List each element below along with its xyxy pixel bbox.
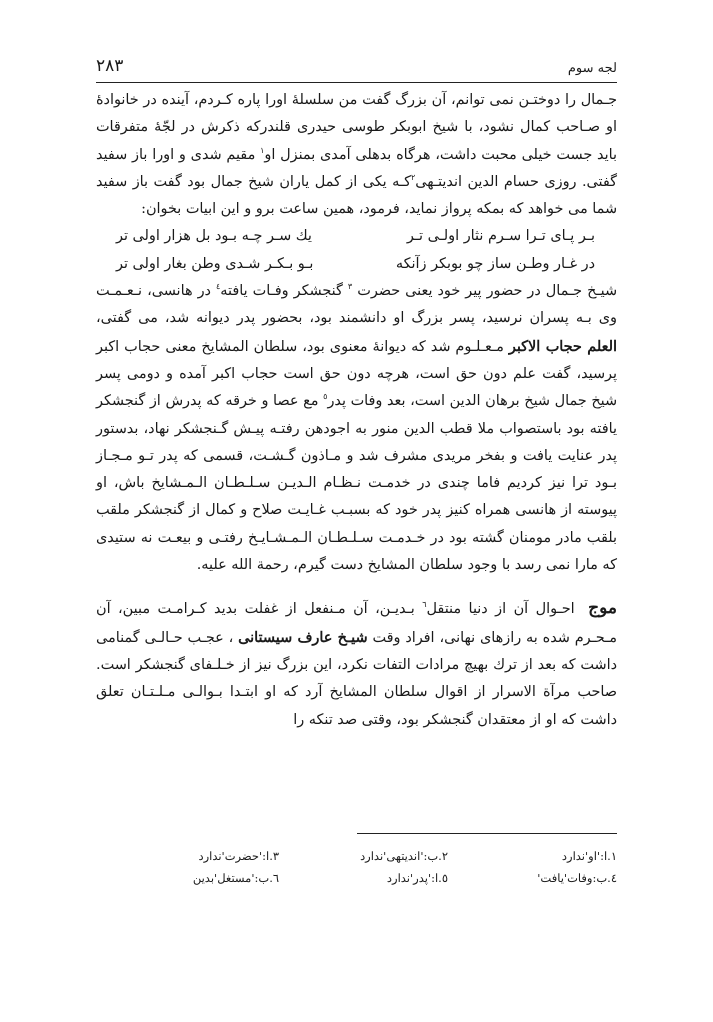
verse-hemistich: در غـار وطـن ساز چو بوبکر زآنکه: [395, 255, 595, 272]
text-run: جـمال را دوختـن نمی توانم، آن بزرگ گفت من سلسلهٔ اورا پاره کـردم، آینده در خانوادهٔ او صـاحب کمال نشود، با شیخ ابوبکر طوسی حیدری قلندرکه ذکرش در لجّهٔ متفرقات باید جست خیلی محبت داشت، هرگاه بدهلی آمدی بمنزل او: [96, 92, 618, 163]
text-run: مقیم شدی و اورا باز سفید گفتی. روزی حسام الدین اندیتـهی: [96, 146, 618, 190]
footnote: ١.ا:'او'ندارد: [561, 849, 617, 863]
footnote-ref: ۱: [260, 145, 265, 155]
footnote-ref: ۳: [347, 282, 353, 292]
footnotes: [110, 845, 617, 889]
footnote-ref: ٤: [215, 282, 221, 292]
text-run: مع عصا و خرقه که پدرش از گنجشکر یافته بود باستصواب ملا قطب الدین منور به اجودهن رفتـه پیـش گـنجشکر نهاد، بدستور پدر عنایت یافت و بفخر مریدی مشرف شد و مـاذون گـشـت، قسمی که پدر تـو مـجـاز بـود ترا نیز کردیم فاما چندی در خدمـت نـظـام الـدیـن سـلـطـان الـمـشایخ باش، او پیوسته از هانسی همراه کنیز پدر خود که بسبـب غـایـت صلاح و کمال از گنجشکر ملقب بلقب مادر مومنان گشته بود در خـدمـت سـلـطـان الـمـشـایـخ رفتـی و بیعـت نه ستیدی که مارا نمی رسد با وجود سلطان المشایخ دست گیرم، رحمة الله علیه.: [96, 393, 617, 574]
text-run: در هانسی، نـعـمـت وی بـه پسران نرسید، پسر بزرگ او دانشمند بود، بحضور پدر دیوانه شد، می گفتی،: [96, 283, 617, 327]
footnote: ٤.ب:وفات'یافت': [537, 871, 617, 885]
footnote-row: [110, 867, 617, 889]
page-header: [96, 58, 617, 83]
section-heading: موج: [588, 598, 617, 619]
verse-line-2: [96, 251, 617, 278]
footnote-divider: [357, 833, 617, 834]
page-number: ۲۸۳: [96, 56, 124, 76]
paragraph-2: [96, 278, 617, 579]
chapter-title: لجه سوم: [567, 61, 617, 76]
paragraph-3: [96, 595, 617, 733]
verse-hemistich: بـو بـکـر شـدی وطن بغار اولی تر: [116, 255, 314, 272]
text-run: کـه یکی از کمل یاران شیخ جمال بود گفت باز سفید شما می خواهد که بمکه پرواز نماید، فرمود، همین ساعت برو و این ابیات بخوان:: [96, 173, 617, 218]
text-run: ، عجـب حـالـی گمنامی داشت که بعد از ترك بهیچ مرادات التفات نکرد، این بزرگ نیز از خـلـفای گنجشکر است. صاحب مرآة الاسرار از اقوال سلطان المشایخ آرد که او ابتـدا بـوالـی مـلـتـان تعلق داشت که او از معتقدان گنجشکر بود، وقتی صد تنکه را: [96, 629, 617, 728]
footnote: ٥.ا:'پدر'ندارد: [386, 871, 449, 885]
text-run: احـوال آن از دنیا منتقل: [426, 601, 575, 618]
bold-phrase: العلم حجاب الاکبر: [508, 337, 617, 355]
text-run: گنجشکر وفـات یافته: [220, 283, 343, 300]
footnote: ٢.ب:'اندیتهی'ندارد: [360, 849, 449, 863]
paragraph-1: [96, 87, 617, 223]
footnote-ref: ٦: [422, 600, 427, 610]
verse-hemistich: يك سـر چـه بـود بل هزار اولی تر: [116, 228, 312, 245]
text-run: مـعـلـوم شد که دیوانهٔ معنوی بود، سلطان المشایخ معنی حجاب اکبر پرسید، گفت علم دون حق است، هرچه دون حق است حجاب اکبر آمده و دومی پسر شیخ جمال شیخ برهان الدین است، بعد وفات پدر: [96, 338, 618, 410]
footnote-ref: ٥: [323, 392, 328, 402]
text-run: شیـخ جـمال در حضور پیر خود یعنی حضرت: [357, 283, 617, 300]
main-text: [96, 87, 617, 734]
footnote-row: [110, 845, 617, 867]
footnote: ٣.ا:'حضرت'ندارد: [198, 849, 280, 863]
text-run: بـدیـن، آن مـنفعل از غفلت بدید کـرامـت مبین، آن مـحـرم شده به رازهای نهانی، افراد وقت: [96, 601, 617, 646]
footnote-ref: ۲: [410, 172, 416, 182]
footnote: ٦.ب:'مستغل'بدین: [192, 871, 280, 885]
verse-hemistich: بـر پـای تـرا سـرم نثار اولـی تـر: [406, 228, 595, 245]
bold-phrase: شیـخ عارف سیستانی: [238, 628, 368, 646]
verse-line-1: [96, 223, 617, 250]
